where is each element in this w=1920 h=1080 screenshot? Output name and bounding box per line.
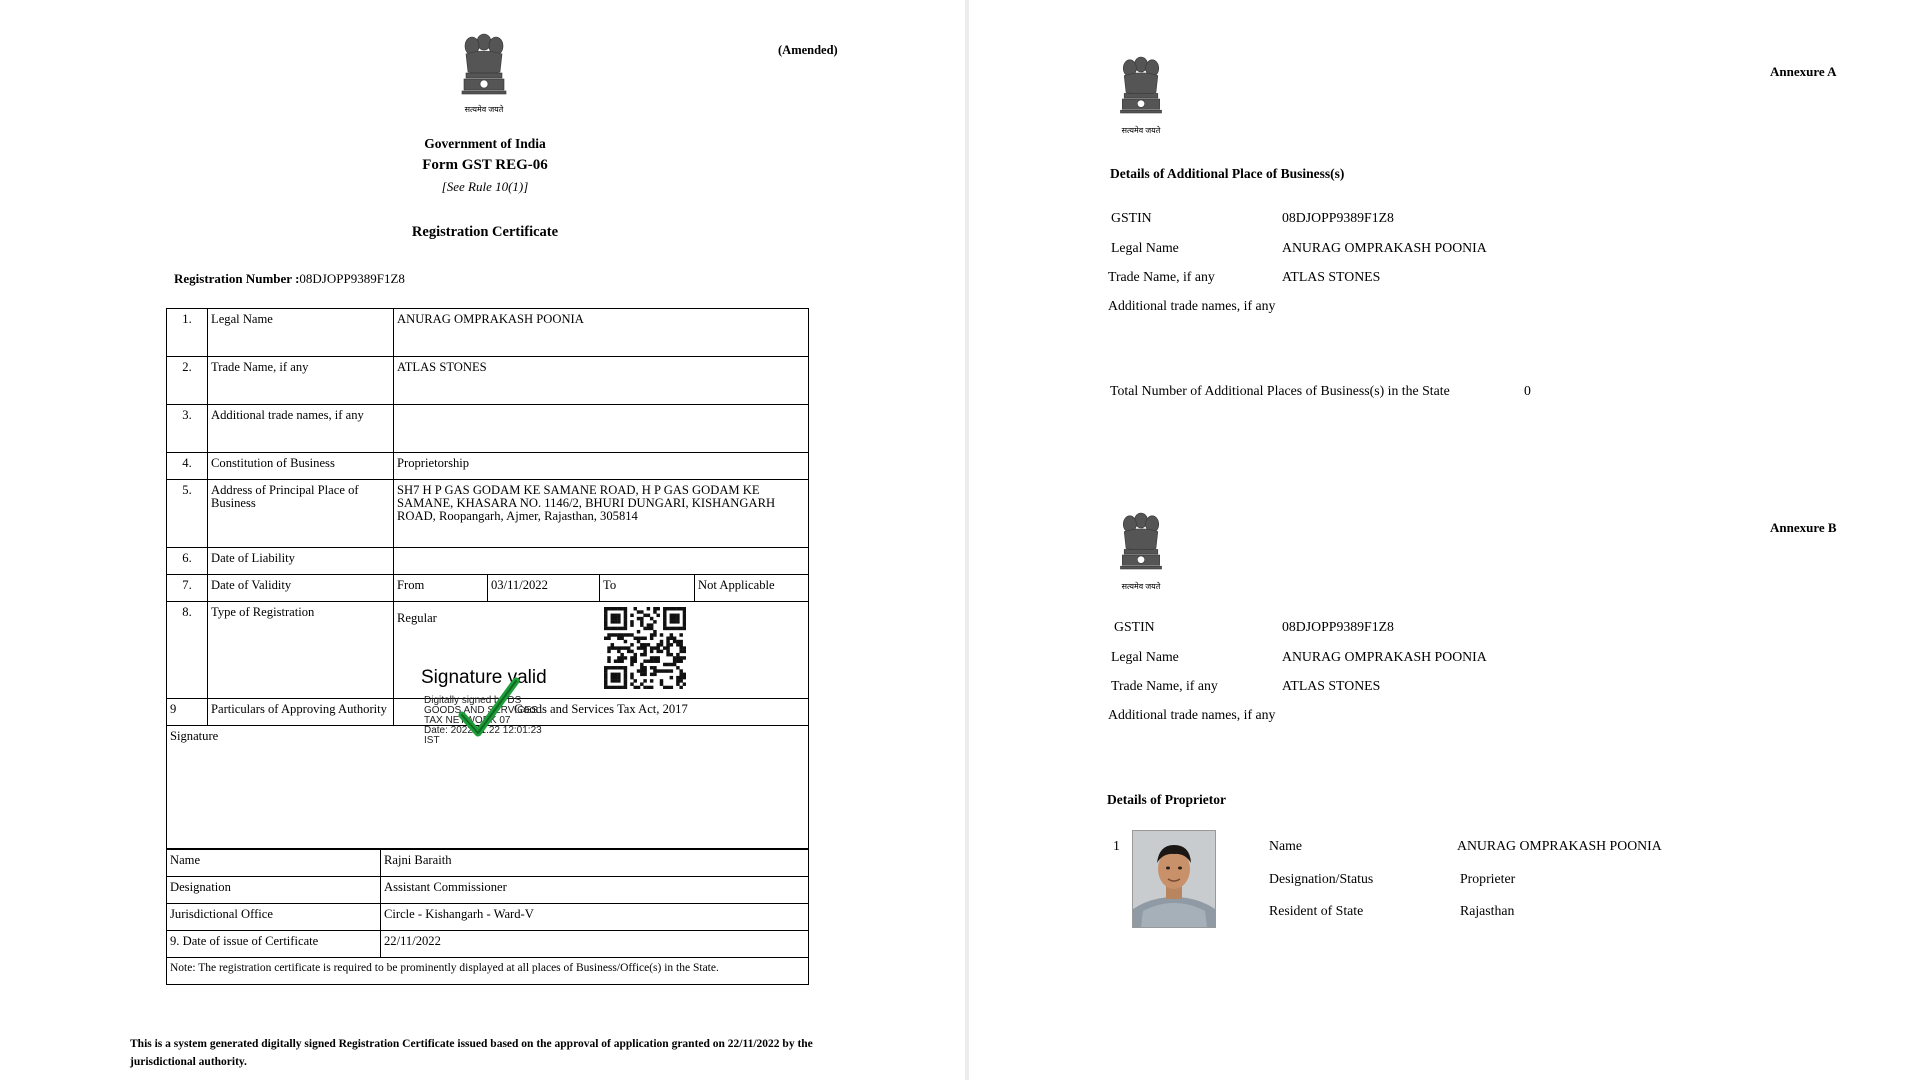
signature-checkmark-icon — [458, 675, 520, 746]
proprietor-designation-label: Designation/Status — [1269, 871, 1374, 886]
national-emblem — [454, 28, 514, 115]
constitution-value: Proprietorship — [394, 453, 809, 480]
total-additional-places-value: 0 — [1524, 383, 1531, 398]
row-number: 8. — [167, 602, 208, 699]
trade-name-label: Trade Name, if any — [1111, 678, 1218, 693]
registration-number-label: Registration Number : — [174, 271, 300, 286]
annexure-a-heading: Annexure A — [1770, 64, 1837, 79]
table-row — [167, 480, 809, 548]
row-label: Date of Validity — [208, 575, 394, 602]
signature-line: Date: 2022.11.22 12:01:23 — [424, 725, 542, 736]
row-label: Legal Name — [208, 309, 394, 357]
row-label: Address of Principal Place of Business — [208, 480, 394, 548]
signature-line: TAX NETWORK 07 — [424, 715, 511, 726]
signature-line: GOODS AND SERVICES — [424, 705, 538, 716]
table-row — [167, 575, 809, 602]
gstin-label: GSTIN — [1111, 210, 1152, 225]
certificate-details-table — [166, 308, 809, 849]
registration-type-value: Regular — [397, 611, 437, 625]
proprietor-index: 1 — [1113, 838, 1120, 853]
registration-number-value: 08DJOPP9389F1Z8 — [299, 271, 405, 286]
row-number: 9 — [167, 699, 208, 726]
additional-trade-names-label: Additional trade names, if any — [1108, 298, 1276, 313]
annexure-page — [969, 0, 1920, 1080]
display-note: Note: The registration certificate is required to be prominently displayed at all places of Business/Office(s) in the State. — [167, 958, 809, 985]
validity-from-label: From — [394, 575, 488, 602]
qr-code — [604, 607, 686, 692]
signature-valid-label: Signature valid — [421, 667, 547, 688]
gstin-value: 08DJOPP9389F1Z8 — [1282, 210, 1394, 225]
proprietor-name-label: Name — [1269, 838, 1302, 853]
row-label: Date of Liability — [208, 548, 394, 575]
trade-name-value: ATLAS STONES — [1282, 678, 1381, 693]
proprietor-resident-label: Resident of State — [1269, 903, 1364, 918]
signature-line: Digitally signed by DS — [424, 695, 522, 706]
issue-date: 22/11/2022 — [381, 931, 809, 958]
table-row — [167, 931, 809, 958]
row-number: 5. — [167, 480, 208, 548]
legal-name-value: ANURAG OMPRAKASH POONIA — [394, 309, 809, 357]
trade-name-value: ATLAS STONES — [394, 357, 809, 405]
proprietor-section-title: Details of Proprietor — [1107, 792, 1226, 807]
legal-name-value: ANURAG OMPRAKASH POONIA — [1282, 240, 1487, 255]
table-row — [167, 309, 809, 357]
emblem-motto: सत्यमेव जयते — [1121, 126, 1161, 135]
table-row — [167, 548, 809, 575]
validity-to-label: To — [600, 575, 695, 602]
officer-label: Designation — [167, 877, 381, 904]
proprietor-resident-value: Rajasthan — [1460, 903, 1515, 918]
approving-authority-value: Goods and Services Tax Act, 2017 — [394, 699, 809, 726]
table-row — [167, 877, 809, 904]
proprietor-designation-value: Proprieter — [1460, 871, 1516, 886]
national-emblem-annexure-a — [1113, 50, 1169, 136]
emblem-motto: सत्यमेव जयते — [464, 105, 504, 114]
row-number: 3. — [167, 405, 208, 453]
amended-label: (Amended) — [778, 43, 838, 57]
row-number: 2. — [167, 357, 208, 405]
liability-value — [394, 548, 809, 575]
additional-trade-names-value — [394, 405, 809, 453]
certificate-title: Registration Certificate — [411, 224, 559, 240]
proprietor-name-value: ANURAG OMPRAKASH POONIA — [1457, 838, 1662, 853]
government-title: Government of India — [424, 136, 546, 151]
rule-reference: [See Rule 10(1)] — [441, 179, 529, 194]
jurisdictional-office: Circle - Kishangarh - Ward-V — [381, 904, 809, 931]
total-additional-places-label: Total Number of Additional Places of Business(s) in the State — [1110, 383, 1450, 398]
emblem-motto: सत्यमेव जयते — [1121, 582, 1161, 591]
legal-name-label: Legal Name — [1111, 649, 1179, 664]
row-label: Constitution of Business — [208, 453, 394, 480]
gstin-value: 08DJOPP9389F1Z8 — [1282, 619, 1394, 634]
table-row — [167, 357, 809, 405]
registration-number — [174, 271, 405, 287]
additional-trade-names-label: Additional trade names, if any — [1108, 707, 1276, 722]
row-number: 1. — [167, 309, 208, 357]
signature-line: IST — [424, 735, 440, 746]
officer-designation: Assistant Commissioner — [381, 877, 809, 904]
row-number: 7. — [167, 575, 208, 602]
validity-to-value: Not Applicable — [695, 575, 809, 602]
officer-label: Jurisdictional Office — [167, 904, 381, 931]
validity-from-value: 03/11/2022 — [488, 575, 600, 602]
officer-details-table — [166, 849, 809, 985]
table-row — [167, 850, 809, 877]
trade-name-value: ATLAS STONES — [1282, 269, 1381, 284]
officer-name: Rajni Baraith — [381, 850, 809, 877]
address-value: SH7 H P GAS GODAM KE SAMANE ROAD, H P GAS GODAM KE SAMANE, KHASARA NO. 1146/2, BHURI DUNGARI, KISHANGARH ROAD, Roopangarh, Ajmer, Rajasthan, 305814 — [394, 480, 809, 548]
table-row — [167, 453, 809, 480]
row-number: 4. — [167, 453, 208, 480]
proprietor-photo — [1132, 830, 1216, 928]
table-row — [167, 405, 809, 453]
form-title: Form GST REG-06 — [422, 157, 548, 173]
gstin-label: GSTIN — [1114, 619, 1155, 634]
row-label: Trade Name, if any — [208, 357, 394, 405]
trade-name-label: Trade Name, if any — [1108, 269, 1215, 284]
annexure-b-heading: Annexure B — [1770, 520, 1837, 535]
row-number: 6. — [167, 548, 208, 575]
signature-cell: Signature — [167, 726, 809, 849]
table-row — [167, 904, 809, 931]
officer-label: Name — [167, 850, 381, 877]
row-label: Type of Registration — [208, 602, 394, 699]
national-emblem-annexure-b — [1113, 506, 1169, 592]
row-label: Additional trade names, if any — [208, 405, 394, 453]
officer-label: 9. Date of issue of Certificate — [167, 931, 381, 958]
system-generated-footer: This is a system generated digitally signed Registration Certificate issued based on the approval of application granted on 22/11/2022 by the jurisdictional authority. — [130, 1038, 813, 1068]
row-label: Particulars of Approving Authority — [208, 699, 394, 726]
legal-name-label: Legal Name — [1111, 240, 1179, 255]
annexure-a-title: Details of Additional Place of Business(s) — [1110, 166, 1345, 181]
legal-name-value: ANURAG OMPRAKASH POONIA — [1282, 649, 1487, 664]
table-row — [167, 958, 809, 985]
